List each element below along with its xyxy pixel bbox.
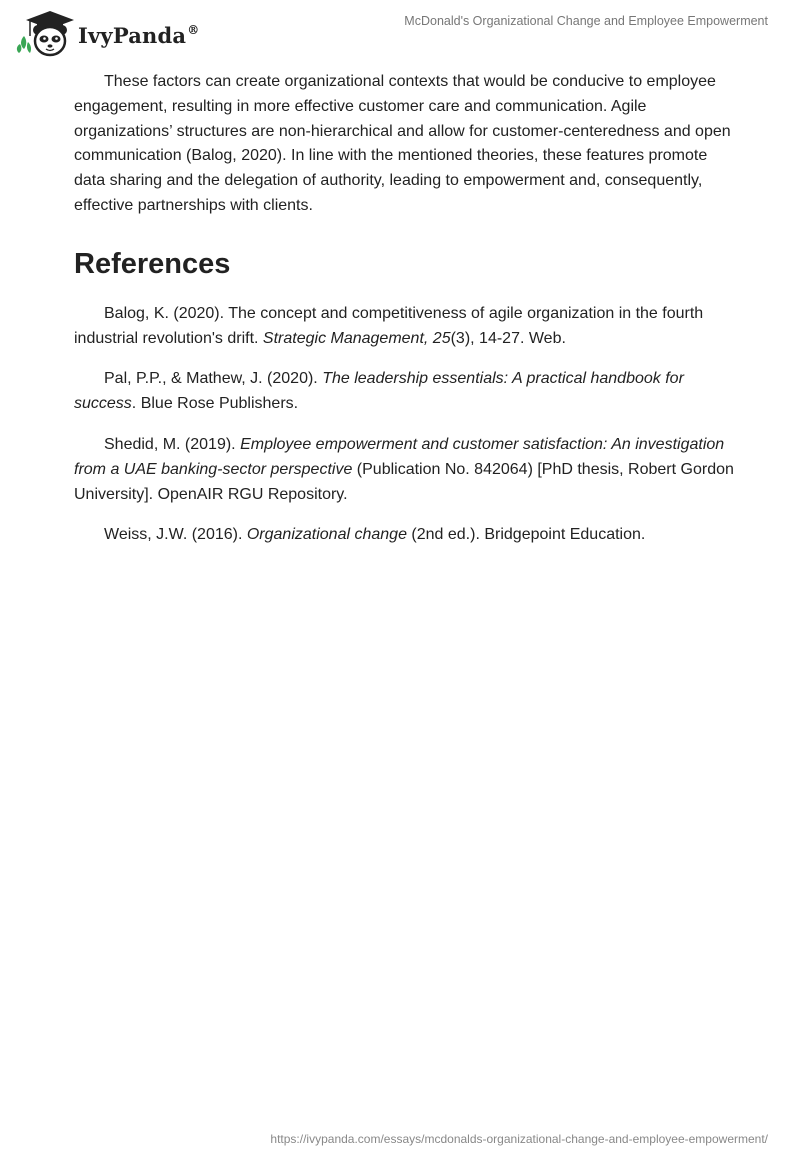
ivypanda-logo[interactable] <box>14 8 199 58</box>
reference-entry: Shedid, M. (2019). Employee empowerment and customer satisfaction: An investigation from a UAE banking-sector perspective (Publication No. 842064) [PhD thesis, Robert Gordon University]. OpenAIR RGU Repository. <box>74 435 734 503</box>
body-paragraph: These factors can create organizational contexts that would be conducive to employee engagement, resulting in more effective customer care and communication. Agile organizations’ structures are non-hierarchical and allow for customer-centeredness and open communication (Balog, 2020). In line with the mentioned theories, these features promote data sharing and the delegation of authority, leading to empowerment and, consequently, effective partnerships with clients. <box>74 73 731 214</box>
logo-text: IvyPanda® <box>78 22 200 48</box>
page-header <box>0 0 800 60</box>
reference-entry: Weiss, J.W. (2016). Organizational change (2nd ed.). Bridgepoint Education. <box>104 526 646 544</box>
panda-graduate-icon <box>14 8 76 58</box>
references-heading: References <box>74 247 231 280</box>
document-title: McDonald's Organizational Change and Employee Empowerment <box>404 14 768 28</box>
reference-entry: Pal, P.P., & Mathew, J. (2020). The leadership essentials: A practical handbook for success. Blue Rose Publishers. <box>74 370 684 413</box>
source-url-link[interactable]: https://ivypanda.com/essays/mcdonalds-organizational-change-and-employee-empowerment/ <box>270 1132 768 1146</box>
reference-entry: Balog, K. (2020). The concept and competitiveness of agile organization in the fourth industrial revolution's drift. Strategic Management, 25(3), 14-27. Web. <box>74 304 704 347</box>
essay-content <box>74 70 734 564</box>
